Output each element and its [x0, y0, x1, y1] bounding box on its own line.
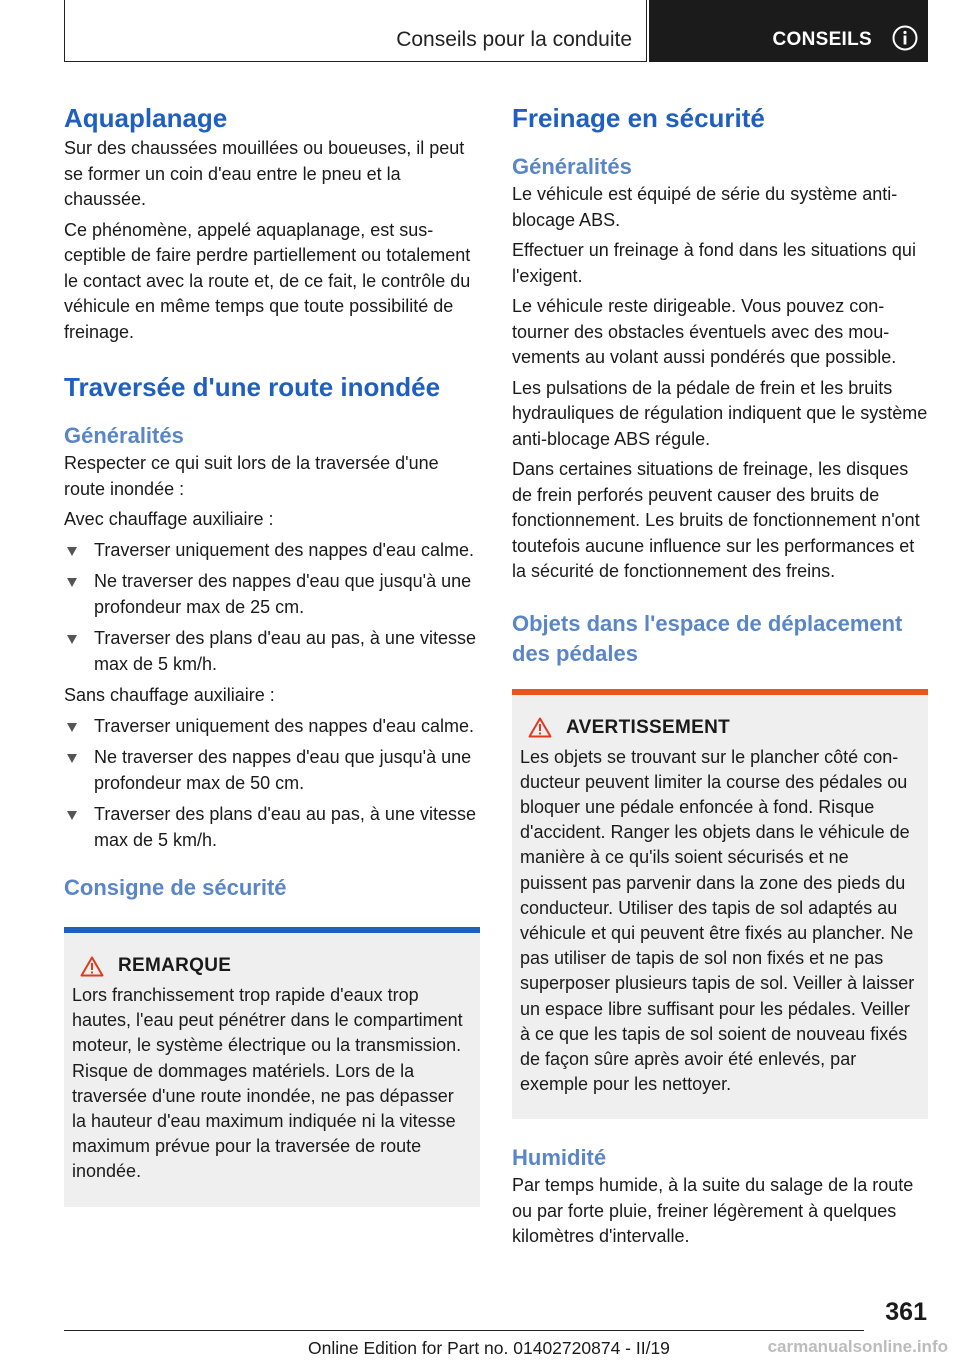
without-heater-label: Sans chauffage auxiliaire :: [64, 685, 275, 705]
header-chapter-tab: [649, 0, 928, 62]
watermark: carmanualsonline.info: [767, 1337, 948, 1356]
list-item: Traverser uniquement des nappes d'eau calme.: [64, 538, 480, 564]
list-item: Traverser des plans d'eau au pas, à une vitesse max de 5 km/h.: [64, 802, 480, 853]
flooded-road-intro: Respecter ce qui suit lors de la traversée d'une route inondée :: [64, 453, 439, 499]
list-item: Ne traverser des nappes d'eau que jusqu'à une profondeur max de 25 cm.: [64, 569, 480, 620]
footer-divider: [64, 1330, 864, 1331]
with-heater-label: Avec chauffage auxiliaire :: [64, 509, 274, 529]
warning-triangle-icon: [80, 956, 104, 977]
humidity-heading: Humidité: [512, 1145, 607, 1171]
braking-paragraph: Effectuer un freinage à fond dans les situations qui l'exigent.: [512, 240, 916, 286]
without-heater-list: [64, 714, 480, 854]
warning-text: Les objets se trouvant sur le plancher côté conducteur peuvent limiter la course des pédales ou bloquer une pédale enfoncée à fond. Risque d'accident. Ranger les objets dans le véhicule de manière à ce qu'ils soient sécurisés et ne puissent pas parvenir dans la zone des pieds du conducteur. Utiliser des tapis de sol adaptés au véhicule et qui peuvent être fixés au plancher. Ne pas utiliser de tapis de sol non fixés et ne pas superposer plusieurs tapis de sol. Veiller à laisser un espace libre suffisant pour les pédales. Veiller à ce que les tapis de sol soient de nouveau fixés de façon sûre après avoir été enlevés, par exemple pour les nettoyer.: [520, 746, 915, 1095]
braking-paragraph: Les pulsations de la pédale de frein et les bruits hydrauliques de régulation indiquent que le système anti-blocage ABS régule.: [512, 377, 928, 449]
right-column: [512, 100, 928, 1250]
braking-subheading: Généralités: [512, 154, 632, 179]
header-section-title: Conseils pour la conduite: [396, 28, 632, 51]
warning-box: [512, 689, 928, 1120]
flooded-road-heading: Traversée d'une route inondée: [64, 372, 441, 402]
braking-paragraph: Le véhicule est équipé de série du système antiblocage ABS.: [512, 184, 898, 230]
footer-edition: Online Edition for Part no. 01402720874 - II/19: [308, 1338, 670, 1358]
warning-label: AVERTISSEMENT: [566, 716, 731, 738]
page-header: [64, 0, 928, 64]
note-box: [64, 927, 480, 1207]
list-item: Traverser des plans d'eau au pas, à une vitesse max de 5 km/h.: [64, 626, 480, 677]
aquaplanage-paragraph-1: Sur des chaussées mouillées ou boueuses, il peut se former un coin d'eau entre le pneu et la chaussée.: [64, 138, 465, 209]
braking-heading: Freinage en sécurité: [512, 103, 765, 133]
left-column: [64, 100, 480, 1207]
info-icon: [892, 25, 918, 51]
aquaplanage-paragraph-2: Ce phénomène, appelé aquaplanage, est susceptible de faire perdre partiellement ou totalement le contact avec la route et, de ce fait, le contrôle du véhicule en même temps que toute possibilité de freinage.: [64, 219, 471, 342]
note-label: REMARQUE: [118, 955, 232, 976]
note-box-title: [72, 955, 472, 977]
humidity-text: Par temps humide, à la suite du salage de la route ou par forte pluie, freiner légèrement à quelques kilomètres d'intervalle.: [512, 1175, 914, 1247]
pedal-objects-heading: Objets dans l'espace de déplacement des pédales: [512, 610, 903, 666]
aquaplanage-heading: Aquaplanage: [64, 103, 228, 133]
list-item: Traverser uniquement des nappes d'eau calme.: [64, 714, 480, 740]
with-heater-list: [64, 538, 480, 678]
braking-paragraph: Le véhicule reste dirigeable. Vous pouvez contourner des obstacles éventuels avec des mouvements au volant aussi pondérés que possible.: [512, 296, 897, 367]
header-section-tab: [64, 0, 647, 62]
flooded-road-subheading: Généralités: [64, 423, 184, 448]
header-chapter-title: CONSEILS: [772, 29, 872, 50]
note-text: Lors franchissement trop rapide d'eaux trop hautes, l'eau peut pénétrer dans le compartiment moteur, le système électrique ou la transmission. Risque de dommages matériels. Lors de la traversée d'une route inondée, ne pas dépasser la hauteur d'eau maximum indiquée ni la vitesse maximum prévue pour la traversée de route inondée.: [72, 985, 463, 1182]
safety-note-heading: Consigne de sécurité: [64, 875, 287, 900]
warning-triangle-icon: [528, 717, 552, 738]
braking-paragraph: Dans certaines situations de freinage, les disques de frein perforés peuvent causer des bruits de fonctionnement. Les bruits de fonctionnement n'ont toutefois aucune influence sur les performances et la sécurité de fonctionnement des freins.: [512, 459, 920, 581]
list-item: Ne traverser des nappes d'eau que jusqu'à une profondeur max de 50 cm.: [64, 745, 480, 796]
page-number: 361: [885, 1298, 927, 1326]
warning-box-title: [520, 717, 920, 739]
